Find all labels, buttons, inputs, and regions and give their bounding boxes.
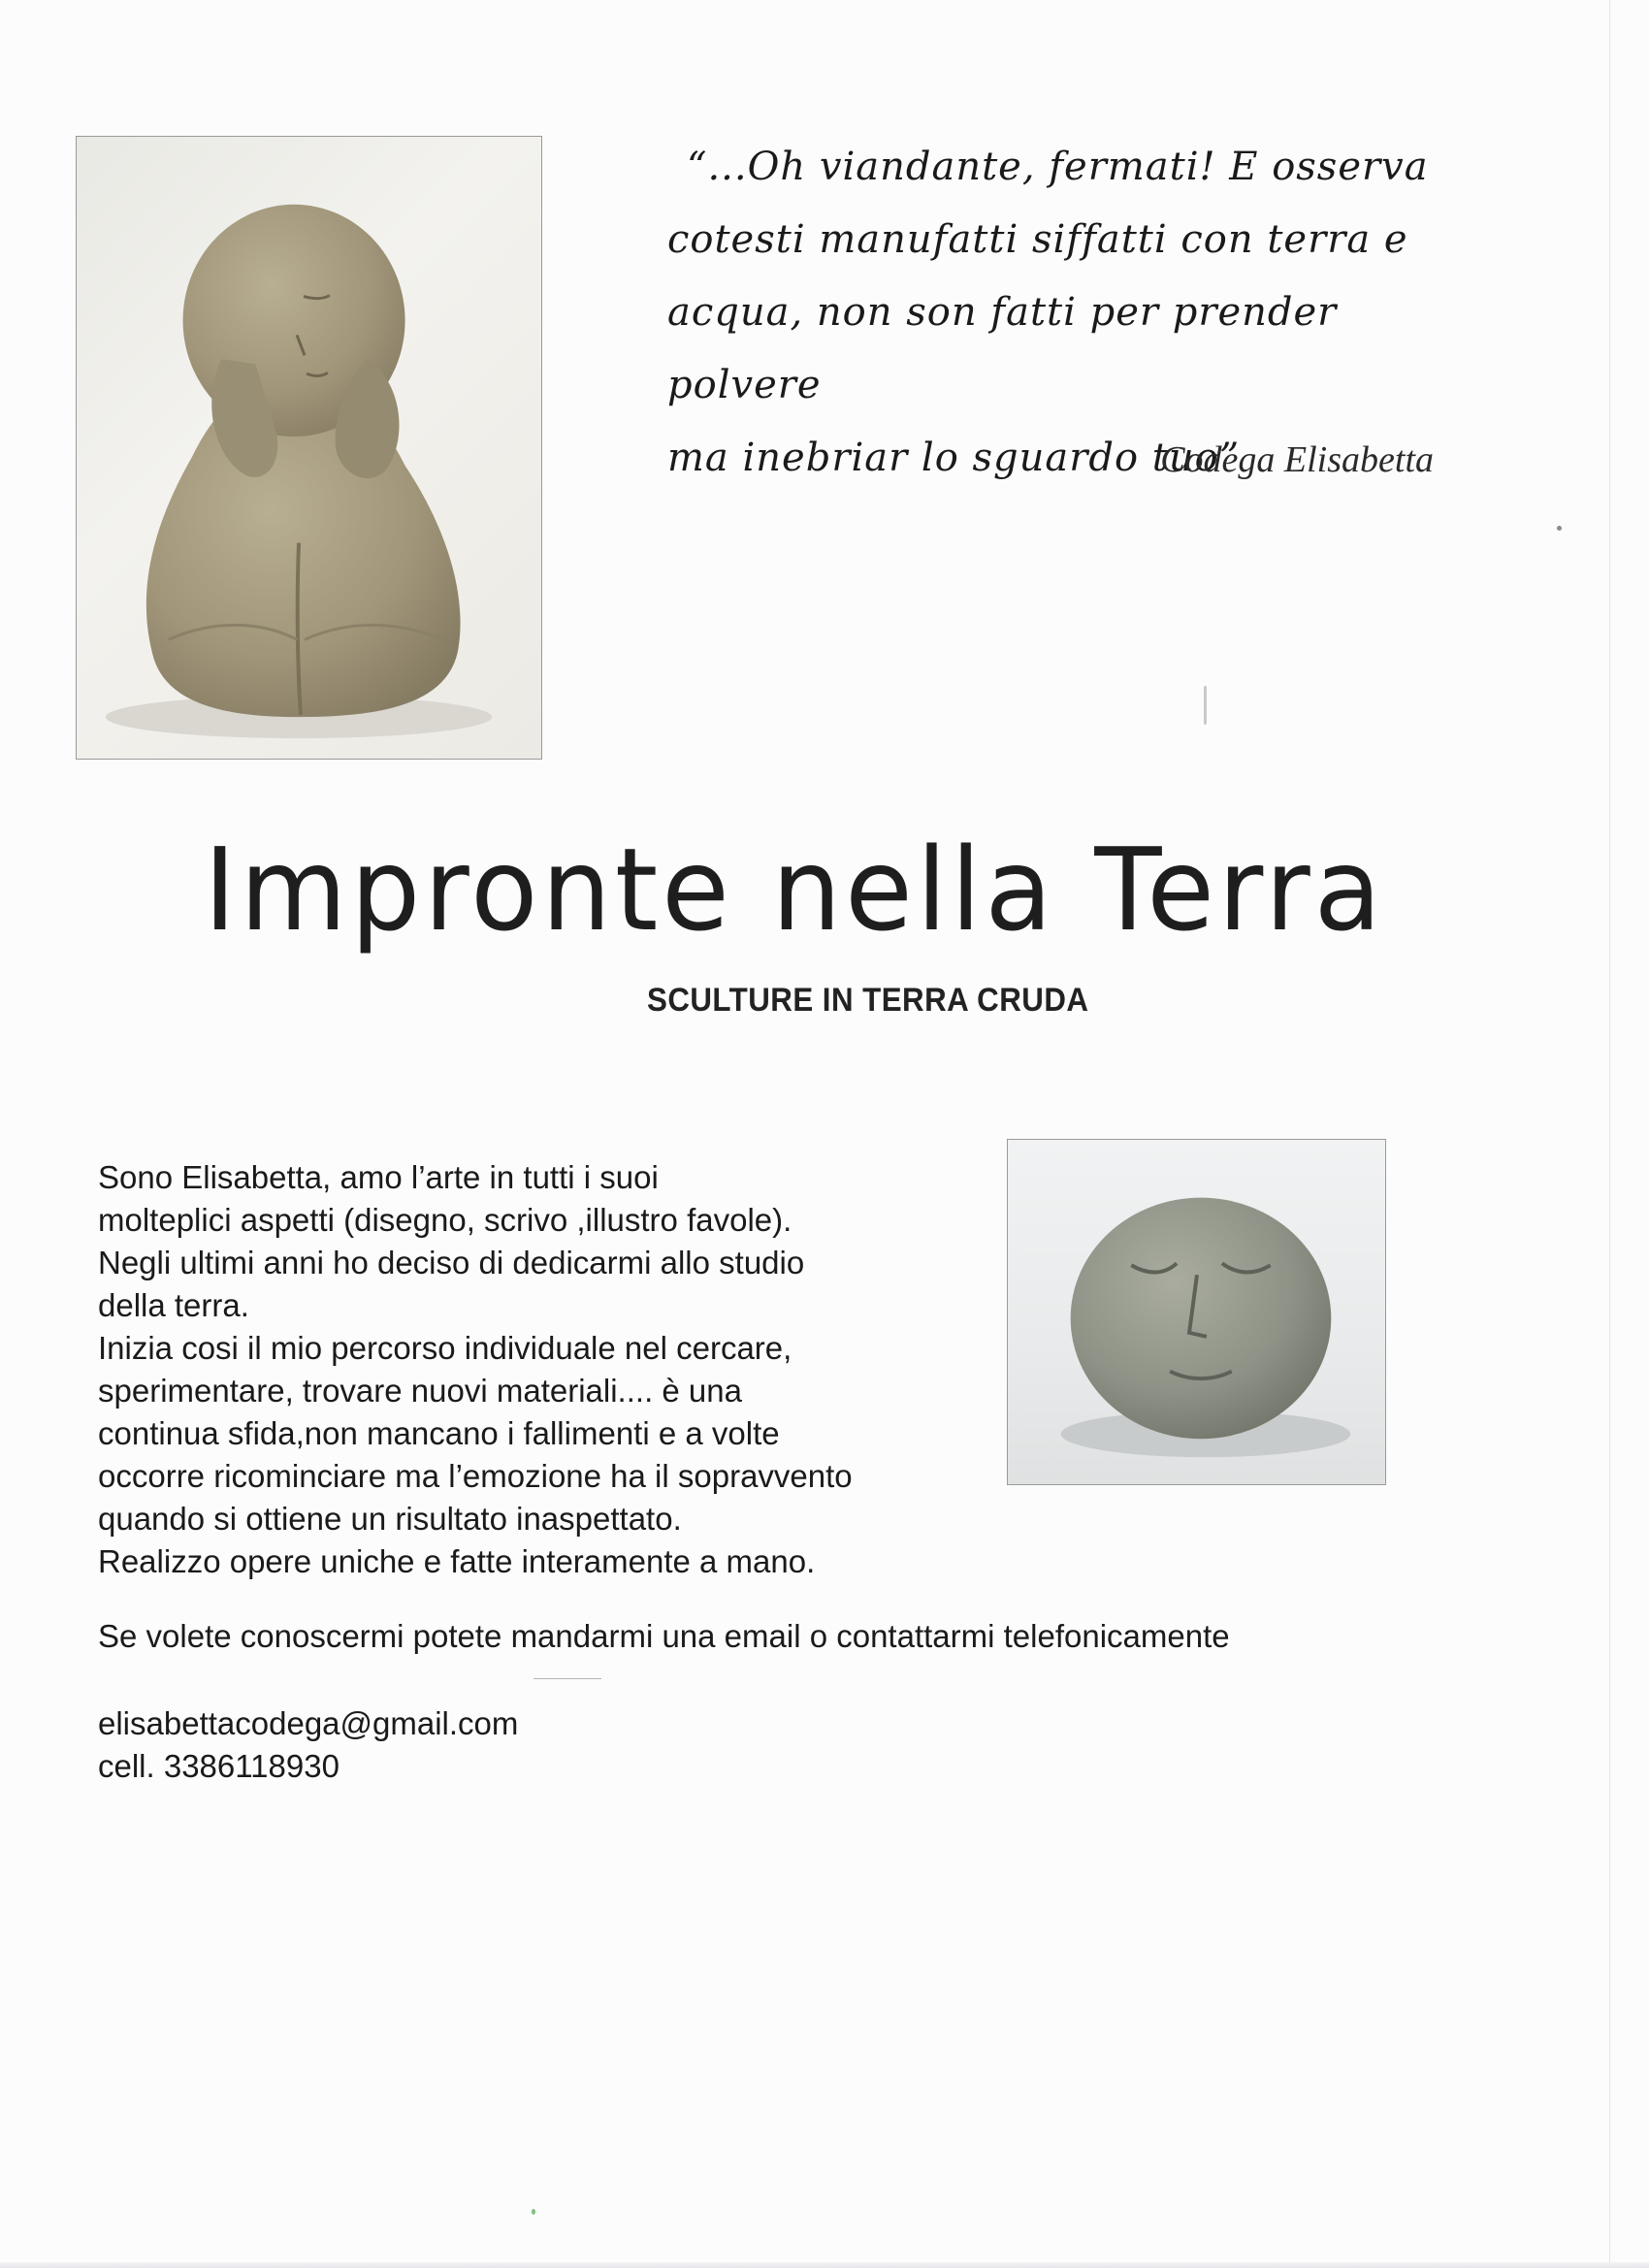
bio-line: Realizzo opere uniche e fatte interamente a mano. xyxy=(98,1543,816,1579)
seated-figure-illustration xyxy=(77,137,541,759)
quote-line: acqua, non son fatti per prender polvere xyxy=(667,290,1338,407)
quote-line: ma inebriar lo sguardo tuo” xyxy=(667,436,1241,480)
contact-invitation: Se volete conoscermi potete mandarmi una email o contattarmi telefonicamente xyxy=(98,1618,1230,1654)
clay-face-illustration xyxy=(1008,1140,1385,1484)
quote-line: “...Oh viandante, fermati! E osserva xyxy=(687,145,1429,189)
bio-line: continua sfida,non mancano i fallimenti e a volte xyxy=(98,1415,780,1451)
bio-line: Negli ultimi anni ho deciso di dedicarmi allo studio xyxy=(98,1245,805,1280)
contact-phone: cell. 3386118930 xyxy=(98,1748,340,1784)
scan-speck xyxy=(1557,526,1562,531)
contact-email: elisabettacodega@gmail.com xyxy=(98,1705,519,1741)
scan-speck xyxy=(1204,686,1207,725)
bio-line: Inizia cosi il mio percorso individuale nel cercare, xyxy=(98,1330,792,1366)
scan-speck xyxy=(534,1678,601,1679)
bio-line: della terra. xyxy=(98,1287,249,1323)
artist-bio xyxy=(98,1156,1010,1583)
scan-edge xyxy=(1609,0,1610,2268)
scan-speck xyxy=(532,2209,535,2215)
bio-line: sperimentare, trovare nuovi materiali.... è una xyxy=(98,1373,742,1409)
brand-subtitle: SCULTURE IN TERRA CRUDA xyxy=(647,982,1089,1019)
contact-details xyxy=(98,1702,518,1788)
brand-title: Impronte nella Terra xyxy=(204,823,1385,956)
quote-line: cotesti manufatti siffatti con terra e xyxy=(667,217,1408,262)
scan-edge-bottom xyxy=(0,2262,1649,2268)
bio-line: molteplici aspetti (disegno, scrivo ,illustro favole). xyxy=(98,1202,792,1238)
bio-line: Sono Elisabetta, amo l’arte in tutti i suoi xyxy=(98,1159,659,1195)
sculpture-photo-clay-face xyxy=(1007,1139,1386,1485)
sculpture-photo-seated-figure xyxy=(76,136,542,760)
bio-line: occorre ricominciare ma l’emozione ha il sopravvento xyxy=(98,1458,853,1494)
bio-line: quando si ottiene un risultato inaspettato. xyxy=(98,1501,682,1537)
quote-author-signature: Codega Elisabetta xyxy=(1160,439,1434,480)
